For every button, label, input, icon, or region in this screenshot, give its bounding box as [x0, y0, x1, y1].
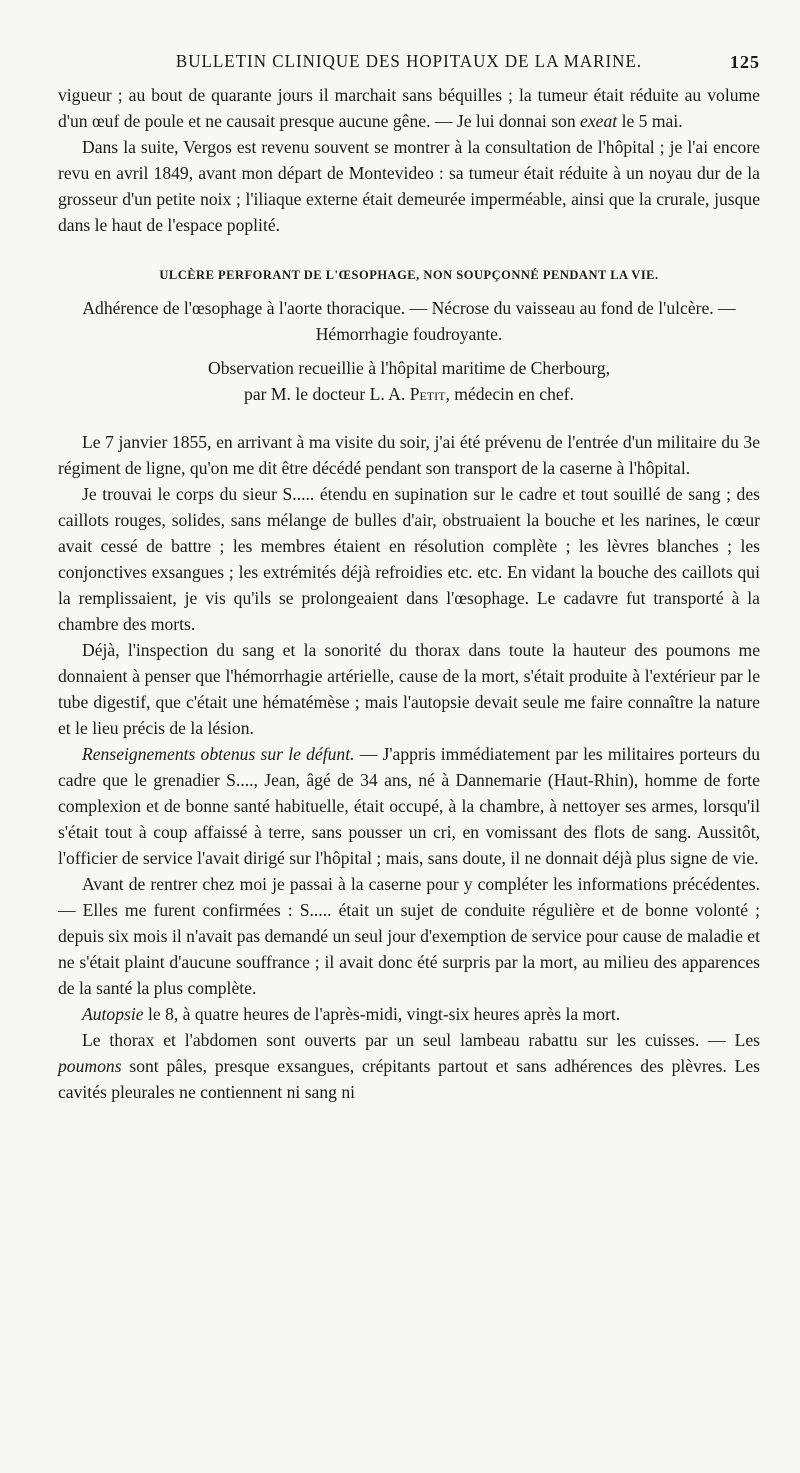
observation-suffix: , médecin en chef. [445, 384, 574, 404]
section-subheading: Adhérence de l'œsophage à l'aorte thoracique. — Nécrose du vaisseau au fond de l'ulcère. — Hémorrhagie foudroyante. [82, 298, 736, 344]
intro-p1-text: vigueur ; au bout de quarante jours il marchait sans béquilles ; la tumeur était réduite au volume d'un œuf de poule et ne causait presque aucune gêne. — Je lui donnai son [58, 85, 760, 131]
body-paragraph-1: Le 7 janvier 1855, en arrivant à ma visite du soir, j'ai été prévenu de l'entrée d'un militaire du 3e régiment de ligne, qu'on me dit être décédé pendant son transport de la caserne à l'hôpital. [58, 432, 760, 478]
observation-credit [58, 355, 760, 407]
running-title: BULLETIN CLINIQUE DES HOPITAUX DE LA MARINE. [175, 51, 643, 72]
observation-prefix: par M. le docteur L. A. [244, 384, 406, 404]
body-paragraph-6 [58, 1001, 760, 1027]
body-p7-post: sont pâles, presque exsangues, crépitants partout et sans adhérences des plèvres. Les cavités pleurales ne contiennent ni sang ni [58, 1056, 760, 1102]
body-paragraph-3: Déjà, l'inspection du sang et la sonorité du thorax dans toute la hauteur des poumons me donnaient à penser que l'hémorrhagie artérielle, cause de la mort, s'était produite à l'extérieur par le tube digestif, que c'était une hématémèse ; mais l'autopsie devait seule me faire connaître la nature et le lieu précis de la lésion. [58, 640, 760, 738]
intro-paragraph-2: Dans la suite, Vergos est revenu souvent se montrer à la consultation de l'hôpital ; je l'ai encore revu en avril 1849, avant mon départ de Montevideo : sa tumeur était réduite à un noyau dur de la grosseur d'un petite noix ; l'iliaque externe était demeurée imperméable, ainsi que la crurale, jusque dans le haut de l'espace poplité. [58, 137, 760, 235]
page-number: 125 [730, 52, 760, 72]
body-paragraph-5: Avant de rentrer chez moi je passai à la caserne pour y compléter les informations précédentes. — Elles me furent confirmées : S..... était un sujet de conduite régulière et de bonne volonté ; depuis six mois il n'avait pas demandé un seul jour d'exemption de service pour cause de maladie et ne s'était plaint d'aucune souffrance ; il avait donc été surpris par la mort, au milieu des apparences de la santé la plus complète. [58, 874, 760, 998]
body-paragraph-7 [58, 1027, 760, 1105]
body-p6-text: le 8, à quatre heures de l'après-midi, vingt-six heures après la mort. [147, 1004, 621, 1024]
intro-paragraph-1 [58, 82, 760, 134]
body-p7-pre: Le thorax et l'abdomen sont ouverts par un seul lambeau rabattu sur les cuisses. — Les [82, 1030, 760, 1050]
body-paragraph-2: Je trouvai le corps du sieur S..... étendu en supination sur le cadre et tout souillé de sang ; des caillots rouges, solides, sans mélange de bulles d'air, obstruaient la bouche et les narines, le cœur avait cessé de battre ; les membres étaient en résolution complète ; les lèvres blanches ; les conjonctives exsangues ; les extrémités déjà refroidies etc. etc. En vidant la bouche des caillots qui la remplissaient, je vis qu'ils se prolongeaient dans l'œsophage. Le cadavre fut transporté à la chambre des morts. [58, 484, 760, 634]
section-heading: ULCÈRE PERFORANT DE L'ŒSOPHAGE, NON SOUPÇONNÉ PENDANT LA VIE. [159, 268, 659, 282]
running-head [58, 52, 760, 82]
poumons-term: poumons [58, 1056, 122, 1076]
renseignements-label: Renseignements obtenus sur le défunt. [82, 744, 355, 764]
exeat-term: exeat [580, 111, 618, 131]
body-paragraph-4 [58, 741, 760, 871]
intro-p1-end: le 5 mai. [621, 111, 683, 131]
body-p4-text: — J'appris immédiatement par les militaires porteurs du cadre que le grenadier S...., Jean, âgé de 34 ans, né à Dannemarie (Haut-Rhin), homme de forte complexion et de bonne santé habituelle, était occupé, à la chambre, à nettoyer ses armes, lorsqu'il s'était tout à coup affaissé à terre, sans pousser un cri, en vomissant des flots de sang. Aussitôt, l'officier de service l'avait dirigé sur l'hôpital ; mais, sans doute, il ne donnait déjà plus signe de vie. [58, 744, 760, 868]
observation-line-1: Observation recueillie à l'hôpital maritime de Cherbourg, [207, 358, 610, 378]
observation-line-2 [58, 381, 760, 407]
observation-author: Petit [409, 384, 446, 404]
autopsie-label: Autopsie [82, 1004, 144, 1024]
